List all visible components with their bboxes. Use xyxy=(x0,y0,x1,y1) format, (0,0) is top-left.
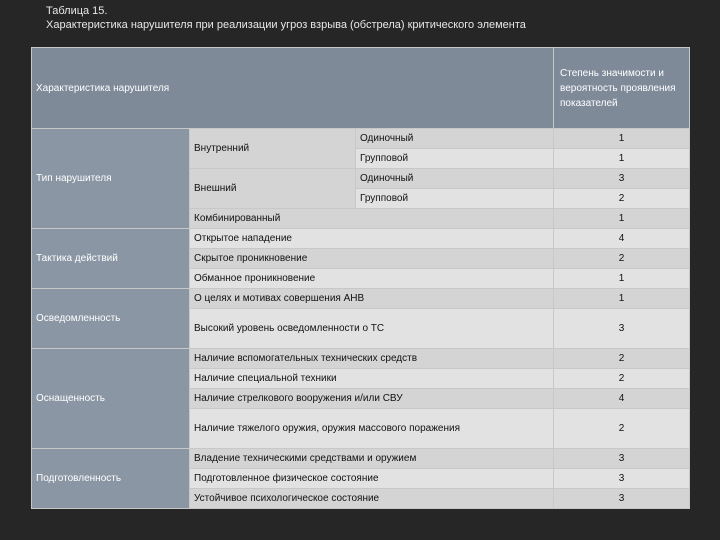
category-awareness: Осведомленность xyxy=(32,289,190,349)
row-physical: Подготовленное физическое состояние xyxy=(190,469,554,489)
row-firearms: Наличие стрелкового вооружения и/или СВУ xyxy=(190,389,554,409)
table-title: Характеристика нарушителя при реализации угроз взрыва (обстрела) критического элемента xyxy=(46,19,526,31)
header-characteristic: Характеристика нарушителя xyxy=(32,48,554,129)
row-high-awareness: Высокий уровень осведомленности о ТС xyxy=(190,309,554,349)
table-row xyxy=(32,289,690,309)
value-open-attack: 4 xyxy=(554,229,690,249)
row-open-attack: Открытое нападение xyxy=(190,229,554,249)
value-aux-tools: 2 xyxy=(554,349,690,369)
value-covert: 2 xyxy=(554,249,690,269)
row-group-internal: Групповой xyxy=(356,149,554,169)
row-deceptive: Обманное проникновение xyxy=(190,269,554,289)
table-row xyxy=(32,129,690,149)
value-firearms: 4 xyxy=(554,389,690,409)
value-special-tech: 2 xyxy=(554,369,690,389)
value-group-internal: 1 xyxy=(554,149,690,169)
row-single-external: Одиночный xyxy=(356,169,554,189)
value-single-internal: 1 xyxy=(554,129,690,149)
row-aux-tools: Наличие вспомогательных технических средств xyxy=(190,349,554,369)
table-row xyxy=(32,229,690,249)
row-psych: Устойчивое психологическое состояние xyxy=(190,489,554,509)
value-single-external: 3 xyxy=(554,169,690,189)
row-internal: Внутренний xyxy=(190,129,356,169)
row-covert: Скрытое проникновение xyxy=(190,249,554,269)
value-combined: 1 xyxy=(554,209,690,229)
category-tactics: Тактика действий xyxy=(32,229,190,289)
table-row xyxy=(32,449,690,469)
category-preparedness: Подготовленность xyxy=(32,449,190,509)
row-group-external: Групповой xyxy=(356,189,554,209)
value-tech-skills: 3 xyxy=(554,449,690,469)
header-significance: Степень значимости и вероятность проявления показателей xyxy=(554,48,690,129)
category-type: Тип нарушителя xyxy=(32,129,190,229)
value-high-awareness: 3 xyxy=(554,309,690,349)
violator-characteristics-table xyxy=(31,47,690,509)
table-number: Таблица 15. xyxy=(46,5,108,17)
row-single-internal: Одиночный xyxy=(356,129,554,149)
row-heavy-weapons: Наличие тяжелого оружия, оружия массового поражения xyxy=(190,409,554,449)
value-heavy-weapons: 2 xyxy=(554,409,690,449)
table-row xyxy=(32,349,690,369)
table-caption xyxy=(46,4,526,32)
value-psych: 3 xyxy=(554,489,690,509)
row-goals: О целях и мотивах совершения АНВ xyxy=(190,289,554,309)
row-combined: Комбинированный xyxy=(190,209,554,229)
value-goals: 1 xyxy=(554,289,690,309)
row-external: Внешний xyxy=(190,169,356,209)
value-group-external: 2 xyxy=(554,189,690,209)
row-tech-skills: Владение техническими средствами и оружием xyxy=(190,449,554,469)
category-equipment: Оснащенность xyxy=(32,349,190,449)
row-special-tech: Наличие специальной техники xyxy=(190,369,554,389)
value-deceptive: 1 xyxy=(554,269,690,289)
header-row xyxy=(32,48,690,129)
value-physical: 3 xyxy=(554,469,690,489)
